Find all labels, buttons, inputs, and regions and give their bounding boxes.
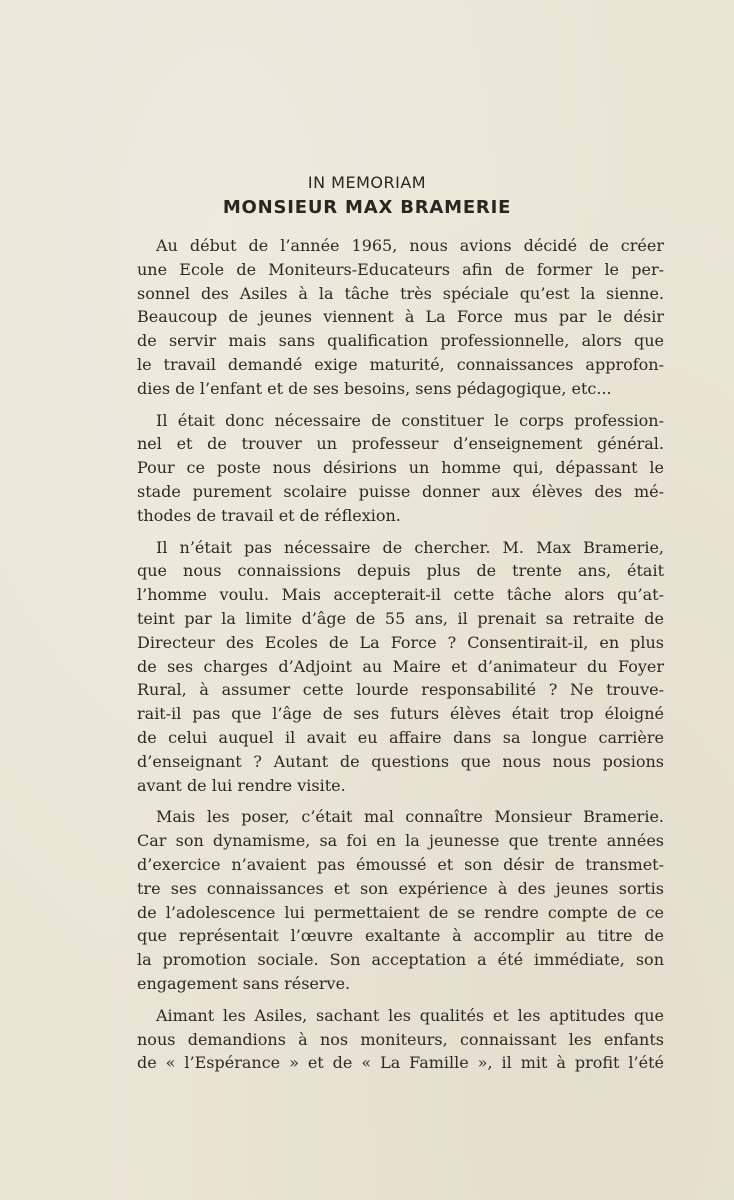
text-line: Au début de l’année 1965, nous avions décidé de créer [156, 236, 664, 255]
text-line: une Ecole de Moniteurs-Educateurs afin de former le per- [137, 259, 664, 279]
text-line: Aimant les Asiles, sachant les qualités et les aptitudes que [156, 1005, 664, 1025]
paragraph [137, 234, 664, 401]
article-body [137, 234, 664, 1083]
text-line: Il n’était pas nécessaire de chercher. M. Max Bramerie, [156, 537, 664, 557]
paragraph [137, 409, 664, 528]
text-line: Directeur des Ecoles de La Force ? Consentirait-il, en plus [137, 632, 664, 652]
text-line: tre ses connaissances et son expérience à des jeunes sortis [137, 878, 664, 898]
text-line: avant de lui rendre visite. [137, 775, 346, 795]
text-line: thodes de travail et de réflexion. [137, 505, 401, 525]
text-line: de ses charges d’Adjoint au Maire et d’animateur du Foyer [137, 656, 664, 676]
text-line: que nous connaissions depuis plus de trente ans, était [137, 561, 664, 581]
text-line: de servir mais sans qualification professionnelle, alors que [137, 331, 664, 351]
text-line: de l’adolescence lui permettaient de se rendre compte de ce [137, 902, 664, 922]
text-line: Mais les poser, c’était mal connaître Monsieur Bramerie. [156, 807, 664, 827]
section-subtitle: IN MEMORIAM [307, 173, 427, 192]
text-line: teint par la limite d’âge de 55 ans, il prenait sa retraite de [137, 608, 664, 628]
text-line: Car son dynamisme, sa foi en la jeunesse que trente années [137, 831, 664, 851]
text-line: que représentait l’œuvre exaltante à accomplir au titre de [137, 926, 664, 946]
paragraph [137, 536, 664, 798]
text-line: la promotion sociale. Son acceptation a été immédiate, son [137, 950, 664, 970]
text-line: nel et de trouver un professeur d’enseignement général. [137, 434, 664, 454]
text-line: stade purement scolaire puisse donner aux élèves des mé- [137, 481, 664, 501]
text-line: de « l’Espérance » et de « La Famille », il mit à profit l’été [137, 1053, 664, 1073]
text-line: engagement sans réserve. [137, 973, 351, 993]
text-line: Rural, à assumer cette lourde responsabilité ? Ne trouve- [137, 680, 664, 700]
text-line: l’homme voulu. Mais accepterait-il cette tâche alors qu’at- [137, 585, 664, 605]
text-line: Beaucoup de jeunes viennent à La Force mus par le désir [137, 307, 664, 327]
text-line: sonnel des Asiles à la tâche très spéciale qu’est la sienne. [137, 283, 664, 303]
text-line: rait-il pas que l’âge de ses futurs élèves était trop éloigné [137, 704, 664, 724]
text-line: d’enseignant ? Autant de questions que nous nous posions [137, 751, 664, 771]
text-line: de celui auquel il avait eu affaire dans sa longue carrière [137, 727, 664, 747]
text-line: Pour ce poste nous désirions un homme qui, dépassant le [137, 458, 664, 478]
text-line: d’exercice n’avaient pas émoussé et son désir de transmet- [137, 854, 664, 874]
text-line: nous demandions à nos moniteurs, connaissant les enfants [137, 1029, 664, 1049]
page-title: MONSIEUR MAX BRAMERIE [222, 197, 512, 218]
text-line: le travail demandé exige maturité, connaissances approfon- [137, 354, 664, 374]
text-line: Il était donc nécessaire de constituer le corps profession- [156, 410, 664, 430]
paragraph [137, 805, 664, 995]
paragraph [137, 1004, 664, 1075]
text-line: dies de l’enfant et de ses besoins, sens pédagogique, etc... [137, 378, 612, 398]
